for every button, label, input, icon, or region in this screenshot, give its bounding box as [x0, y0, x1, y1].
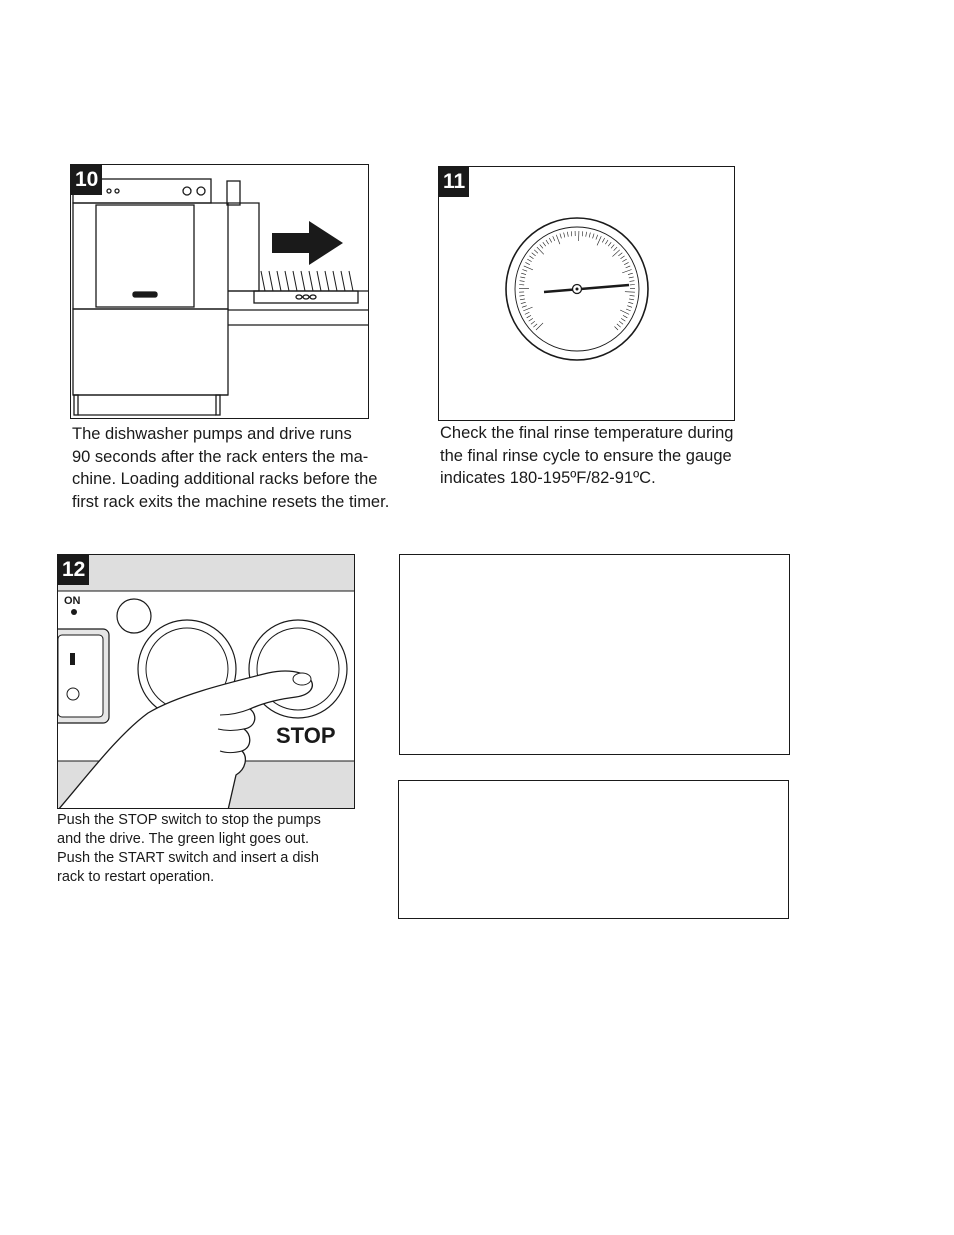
step-11-caption: Check the final rinse temperature during the final rinse cycle to ensure the gauge indicates 180-195ºF/82-91ºC.: [440, 424, 734, 487]
step-11-number: 11: [439, 167, 469, 197]
step-12-figure: [57, 554, 355, 809]
on-indicator-label: ON: [64, 595, 81, 607]
stop-label: STOP: [276, 723, 336, 748]
control-panel-illustration: [58, 555, 355, 809]
direction-arrow-icon: [272, 221, 343, 265]
green-light-icon: [71, 609, 77, 615]
blank-box-lower: [398, 780, 789, 919]
step-10-figure: [70, 164, 369, 419]
temperature-gauge-icon: [439, 167, 735, 421]
blank-box-upper: [399, 554, 790, 755]
step-10-caption: The dishwasher pumps and drive runs 90 seconds after the rack enters the ma- chine. Loading additional racks before the first rack exits the machine resets the timer.: [72, 425, 390, 511]
step-12-number: 12: [58, 555, 89, 585]
step-10-number: 10: [71, 165, 102, 195]
dishwasher-illustration: [71, 165, 369, 419]
step-11-figure: [438, 166, 735, 421]
step-12-caption: Push the STOP switch to stop the pumps and the drive. The green light goes out. Push the START switch and insert a dish rack to restart operation.: [57, 812, 321, 885]
